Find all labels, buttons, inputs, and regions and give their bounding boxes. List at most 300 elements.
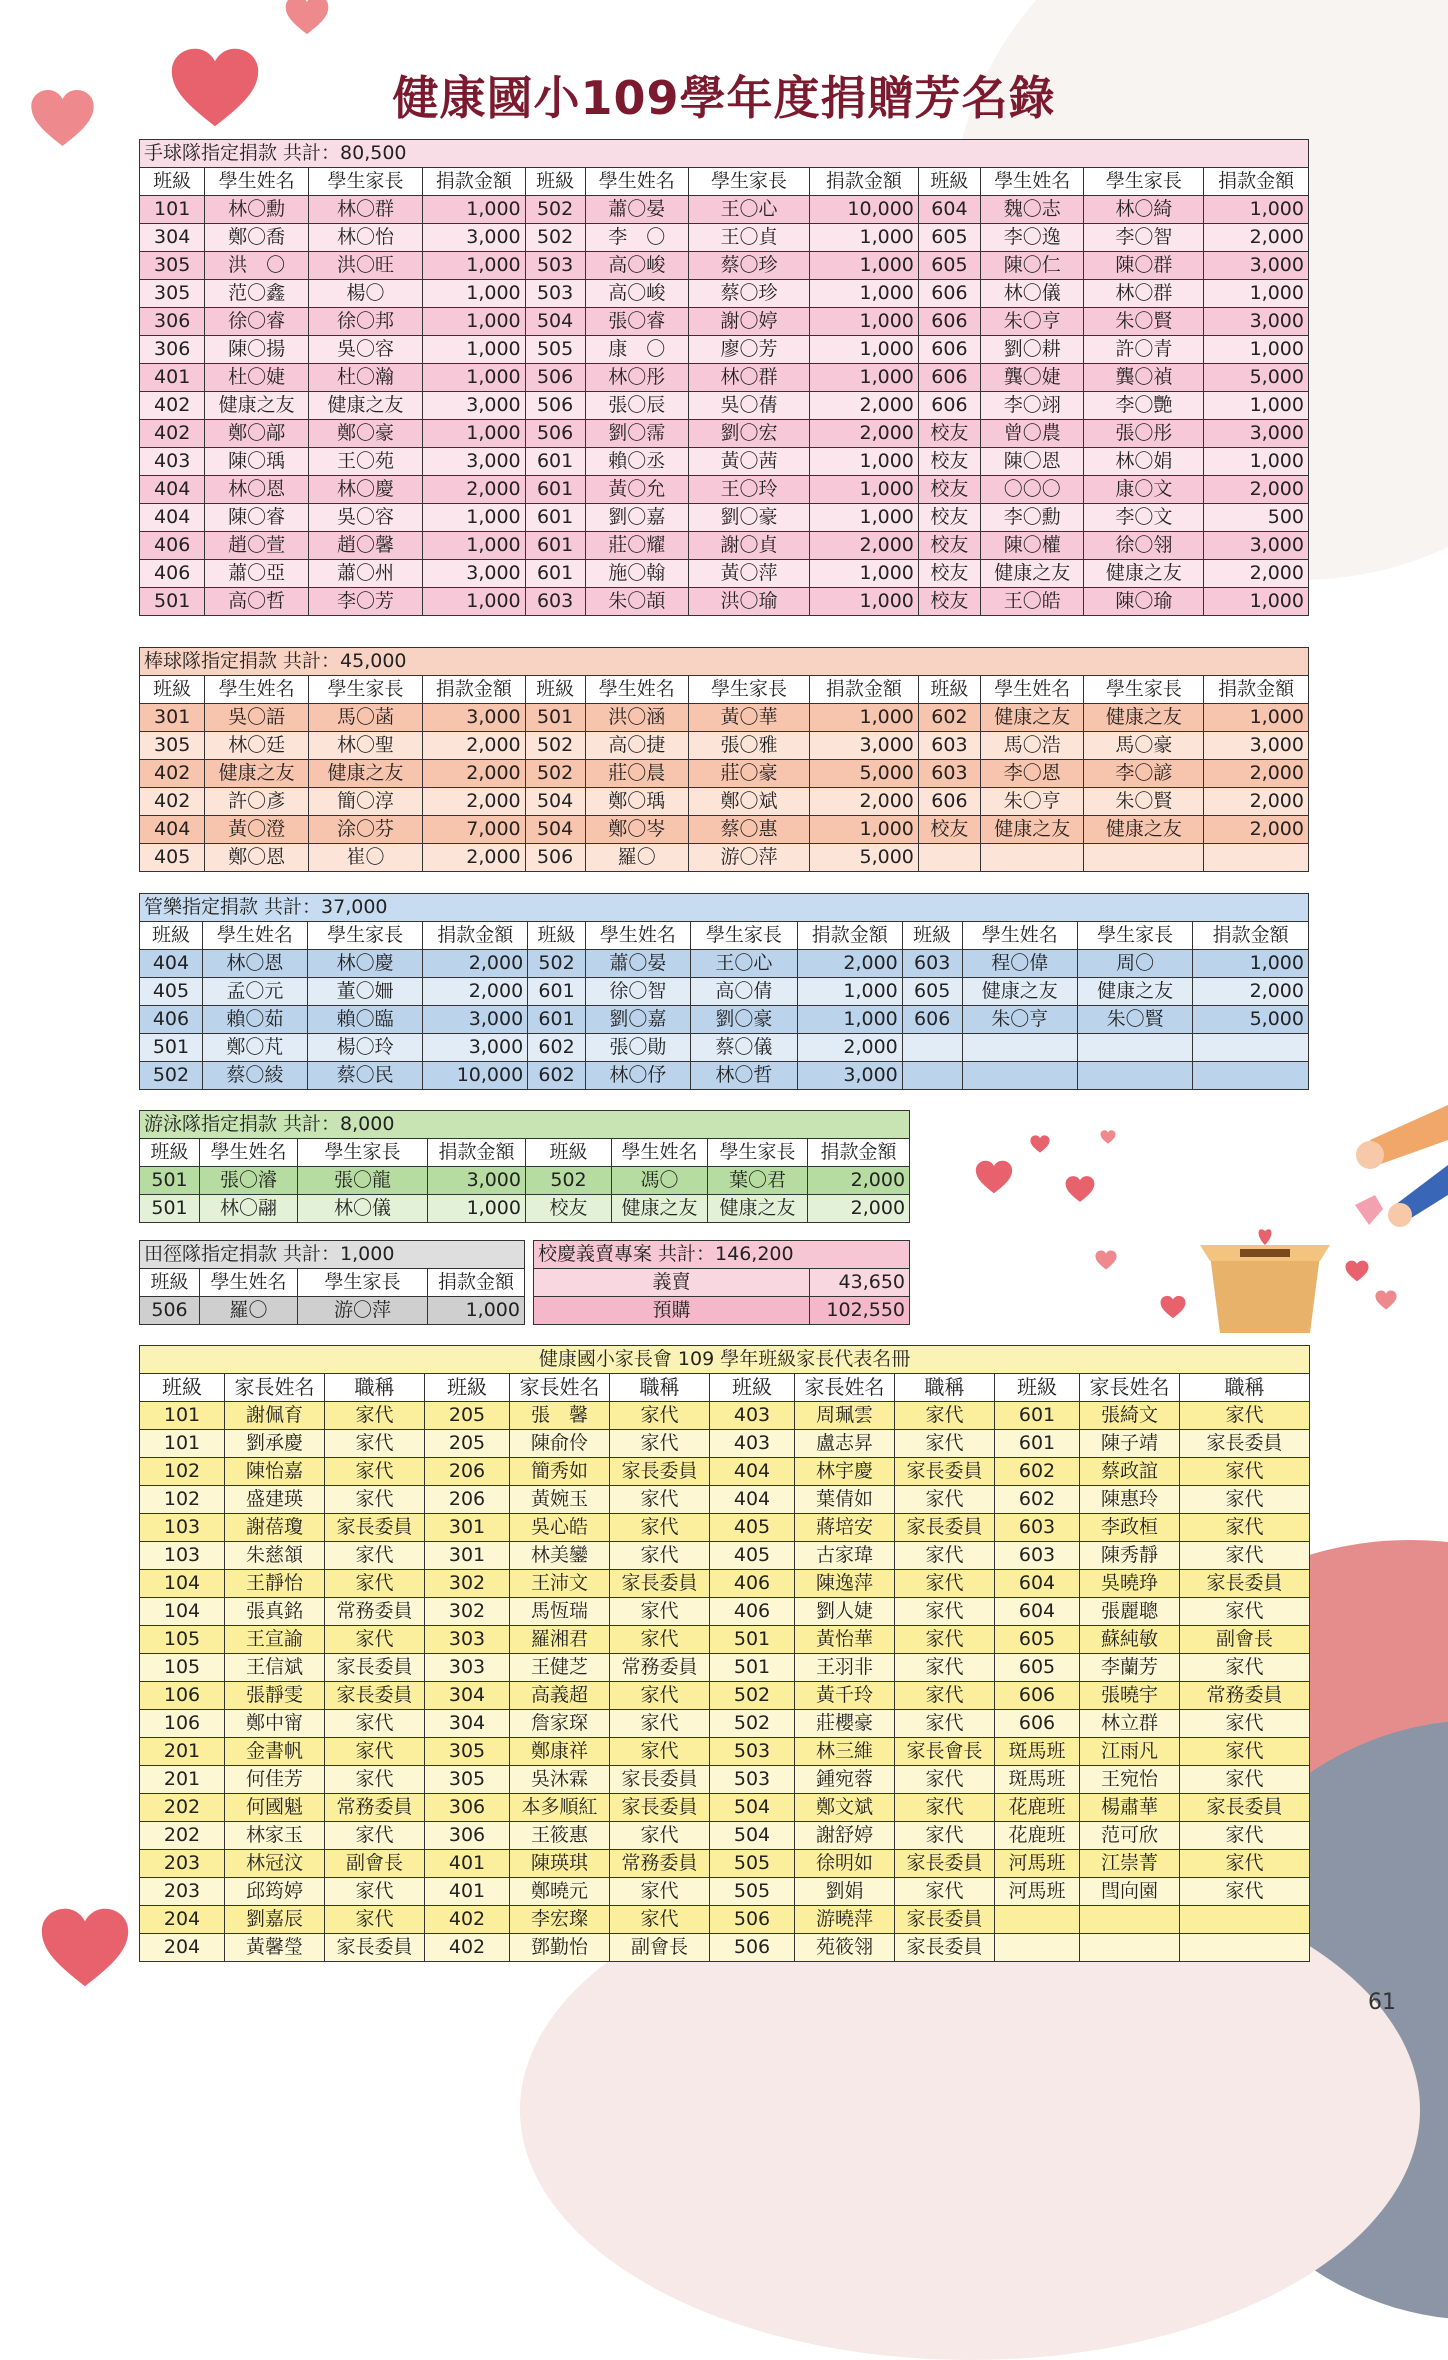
table-cell: 河馬班: [995, 1850, 1080, 1878]
table-cell: 龔〇禎: [1084, 364, 1204, 392]
table-cell: 504: [710, 1794, 795, 1822]
table-cell: 305: [425, 1738, 510, 1766]
table-cell: 405: [710, 1514, 795, 1542]
table-cell: 徐〇翎: [1084, 532, 1204, 560]
table-cell: 校友: [918, 532, 980, 560]
amount-cell: 5,000: [809, 844, 918, 872]
table-cell: 羅〇: [200, 1297, 298, 1325]
column-header: 班級: [425, 1374, 510, 1402]
table-cell: 蕭〇亞: [205, 560, 308, 588]
table-cell: 202: [140, 1794, 225, 1822]
table-cell: 106: [140, 1682, 225, 1710]
table-cell: 606: [918, 788, 980, 816]
table-cell: 〇〇〇: [980, 476, 1083, 504]
table-cell: 劉〇嘉: [585, 504, 688, 532]
table-cell: 401: [425, 1850, 510, 1878]
table-cell: 鍾宛蓉: [795, 1766, 895, 1794]
column-header: 學生姓名: [962, 922, 1077, 950]
table-cell: 504: [525, 816, 585, 844]
table-cell: 406: [140, 532, 205, 560]
amount-cell: 3,000: [1204, 532, 1309, 560]
table-cell: 家長委員: [610, 1766, 710, 1794]
table-cell: 陳〇恩: [980, 448, 1083, 476]
table-cell: 404: [140, 476, 205, 504]
amount-cell: 1,000: [809, 336, 918, 364]
table-cell: 605: [995, 1626, 1080, 1654]
table-row: [140, 1458, 1310, 1486]
table-cell: 103: [140, 1542, 225, 1570]
amount-cell: 10,000: [423, 1062, 528, 1090]
heart-icon: [975, 1160, 1013, 1194]
table-cell: 校友: [918, 816, 980, 844]
table-cell: 鄭〇豪: [308, 420, 422, 448]
table-cell: 馮〇: [612, 1167, 708, 1195]
table-cell: 602: [918, 704, 980, 732]
table-cell: 陳瑛琪: [510, 1850, 610, 1878]
table-cell: 盛建瑛: [225, 1486, 325, 1514]
table-cell: 馬恆瑞: [510, 1598, 610, 1626]
table-cell: [1084, 844, 1204, 872]
table-cell: 林〇勳: [205, 196, 308, 224]
table-cell: 王〇苑: [308, 448, 422, 476]
table-cell: 張〇龍: [298, 1167, 428, 1195]
table-cell: 501: [525, 704, 585, 732]
table-row: [140, 336, 1309, 364]
table-row: [140, 588, 1309, 616]
table-row: [140, 950, 1309, 978]
table-cell: 趙〇萱: [205, 532, 308, 560]
table-cell: 校友: [918, 448, 980, 476]
table-cell: 金書帆: [225, 1738, 325, 1766]
table-cell: 謝〇婷: [689, 308, 810, 336]
table-cell: 家長委員: [325, 1934, 425, 1962]
table-cell: 李〇翊: [980, 392, 1083, 420]
column-header: 學生家長: [689, 676, 810, 704]
table-cell: 馬〇菡: [308, 704, 422, 732]
table-row: [140, 1822, 1310, 1850]
table-row: [140, 1934, 1310, 1962]
table-row: [140, 1430, 1310, 1458]
table-cell: 蕭〇晏: [585, 950, 690, 978]
swim-donation-table: [139, 1110, 910, 1223]
table-cell: 503: [525, 280, 585, 308]
table-cell: 高〇峻: [585, 252, 688, 280]
table-cell: 葉倩如: [795, 1486, 895, 1514]
table-cell: 204: [140, 1906, 225, 1934]
table-cell: 家代: [1180, 1738, 1310, 1766]
amount-cell: 2,000: [423, 978, 528, 1006]
table-cell: 林〇慶: [307, 950, 422, 978]
table-cell: 健康之友: [1077, 978, 1192, 1006]
amount-cell: 2,000: [423, 476, 525, 504]
table-cell: 高〇峻: [585, 280, 688, 308]
amount-cell: 5,000: [809, 760, 918, 788]
table-row: [140, 308, 1309, 336]
table-cell: 606: [918, 364, 980, 392]
table-cell: 常務委員: [1180, 1682, 1310, 1710]
table-cell: 家長委員: [895, 1850, 995, 1878]
amount-cell: 1,000: [423, 196, 525, 224]
amount-cell: 3,000: [428, 1167, 526, 1195]
table-cell: 蕭〇晏: [585, 196, 688, 224]
table-cell: 陳怡嘉: [225, 1458, 325, 1486]
table-cell: 程〇偉: [962, 950, 1077, 978]
table-cell: 莊〇豪: [689, 760, 810, 788]
table-cell: 家代: [1180, 1710, 1310, 1738]
table-cell: 健康之友: [1084, 816, 1204, 844]
table-row: [140, 1542, 1310, 1570]
table-cell: 105: [140, 1626, 225, 1654]
table-cell: 家代: [895, 1654, 995, 1682]
table-cell: 102: [140, 1486, 225, 1514]
table-cell: 江雨凡: [1080, 1738, 1180, 1766]
amount-cell: 5,000: [1193, 1006, 1309, 1034]
table-cell: 家長委員: [325, 1682, 425, 1710]
table-cell: 家代: [895, 1542, 995, 1570]
amount-cell: 2,000: [1204, 560, 1309, 588]
table-cell: 杜〇婕: [205, 364, 308, 392]
table-row: [140, 1682, 1310, 1710]
amount-cell: 3,000: [809, 732, 918, 760]
amount-cell: 3,000: [1204, 308, 1309, 336]
table-cell: 603: [995, 1542, 1080, 1570]
table-row: [140, 1850, 1310, 1878]
table-row: [140, 476, 1309, 504]
table-cell: 506: [710, 1934, 795, 1962]
table-cell: 羅湘君: [510, 1626, 610, 1654]
table-cell: 家代: [895, 1430, 995, 1458]
table-cell: 家代: [610, 1486, 710, 1514]
table-cell: 405: [140, 978, 203, 1006]
table-cell: 604: [995, 1598, 1080, 1626]
table-cell: 家代: [895, 1570, 995, 1598]
track-donation-table: [139, 1240, 525, 1325]
column-header: 職稱: [325, 1374, 425, 1402]
track-caption: 田徑隊指定捐款 共計：1,000: [140, 1241, 525, 1269]
table-cell: 406: [140, 560, 205, 588]
table-cell: 502: [525, 732, 585, 760]
table-cell: 202: [140, 1822, 225, 1850]
table-cell: 101: [140, 196, 205, 224]
table-cell: 506: [140, 1297, 200, 1325]
table-cell: 趙〇馨: [308, 532, 422, 560]
column-header: 班級: [140, 676, 205, 704]
table-cell: 家長委員: [895, 1934, 995, 1962]
amount-cell: 2,000: [797, 950, 902, 978]
table-cell: 502: [710, 1710, 795, 1738]
amount-cell: 1,000: [428, 1195, 526, 1223]
table-cell: 李蘭芳: [1080, 1654, 1180, 1682]
amount-cell: 1,000: [423, 308, 525, 336]
column-header: 學生家長: [1084, 676, 1204, 704]
table-cell: 304: [425, 1682, 510, 1710]
table-cell: 莊〇晨: [585, 760, 688, 788]
table-cell: 盧志昇: [795, 1430, 895, 1458]
table-cell: 家代: [610, 1682, 710, 1710]
table-row: [140, 504, 1309, 532]
table-cell: 104: [140, 1598, 225, 1626]
table-cell: 501: [140, 588, 205, 616]
column-header: 捐款金額: [428, 1269, 525, 1297]
table-cell: 201: [140, 1766, 225, 1794]
table-cell: 鄭〇恩: [205, 844, 308, 872]
table-cell: 502: [140, 1062, 203, 1090]
amount-cell: 1,000: [797, 1006, 902, 1034]
table-cell: 張麗聰: [1080, 1598, 1180, 1626]
table-cell: 徐〇智: [585, 978, 690, 1006]
table-cell: 蕭〇州: [308, 560, 422, 588]
amount-cell: 1,000: [423, 336, 525, 364]
column-header: 班級: [140, 922, 203, 950]
table-cell: 606: [918, 392, 980, 420]
table-cell: 家代: [325, 1402, 425, 1430]
table-cell: 家代: [1180, 1458, 1310, 1486]
table-cell: 常務委員: [610, 1850, 710, 1878]
table-row: [140, 364, 1309, 392]
amount-cell: 1,000: [423, 280, 525, 308]
table-cell: 601: [528, 1006, 586, 1034]
table-cell: 601: [995, 1402, 1080, 1430]
table-cell: 楊肅華: [1080, 1794, 1180, 1822]
table-cell: 健康之友: [1084, 704, 1204, 732]
amount-cell: 3,000: [423, 704, 525, 732]
table-cell: 李〇智: [1084, 224, 1204, 252]
table-cell: 家長委員: [895, 1458, 995, 1486]
table-cell: 林〇怡: [308, 224, 422, 252]
table-cell: 蔡〇惠: [689, 816, 810, 844]
table-cell: 林美鑾: [510, 1542, 610, 1570]
table-cell: 高〇倩: [690, 978, 797, 1006]
table-cell: 涂〇芬: [308, 816, 422, 844]
column-header: 學生姓名: [980, 676, 1083, 704]
heart-icon: [1345, 1260, 1369, 1282]
table-cell: 校友: [918, 560, 980, 588]
table-cell: [980, 844, 1083, 872]
table-cell: 蘇純敏: [1080, 1626, 1180, 1654]
column-header: 學生姓名: [980, 168, 1083, 196]
column-header: 班級: [140, 1139, 200, 1167]
amount-cell: 5,000: [1204, 364, 1309, 392]
table-cell: 朱〇賢: [1077, 1006, 1192, 1034]
table-cell: 劉承慶: [225, 1430, 325, 1458]
amount-cell: 2,000: [1204, 224, 1309, 252]
table-cell: 王信斌: [225, 1654, 325, 1682]
table-cell: 家長委員: [610, 1794, 710, 1822]
table-row: [140, 252, 1309, 280]
table-cell: 502: [710, 1682, 795, 1710]
table-cell: 陳〇瑜: [1084, 588, 1204, 616]
table-row: [140, 1626, 1310, 1654]
table-cell: 601: [525, 504, 585, 532]
table-row: [140, 816, 1309, 844]
table-cell: [962, 1062, 1077, 1090]
table-cell: 健康之友: [962, 978, 1077, 1006]
table-cell: 家代: [1180, 1654, 1310, 1682]
column-header: 捐款金額: [809, 676, 918, 704]
table-cell: 402: [425, 1906, 510, 1934]
table-cell: 黃〇萍: [689, 560, 810, 588]
column-header: 學生姓名: [585, 922, 690, 950]
table-cell: 蔡〇民: [307, 1062, 422, 1090]
table-cell: 505: [525, 336, 585, 364]
amount-cell: 1,000: [809, 308, 918, 336]
table-cell: [918, 844, 980, 872]
table-row: [140, 1167, 910, 1195]
table-cell: 李〇恩: [980, 760, 1083, 788]
table-row: [140, 1598, 1310, 1626]
table-cell: 副會長: [610, 1934, 710, 1962]
table-cell: [1080, 1906, 1180, 1934]
amount-cell: 3,000: [797, 1062, 902, 1090]
column-header: 捐款金額: [423, 922, 528, 950]
table-cell: 張 馨: [510, 1402, 610, 1430]
column-header: 捐款金額: [423, 168, 525, 196]
table-cell: 張綺文: [1080, 1402, 1180, 1430]
table-cell: 402: [140, 760, 205, 788]
table-cell: 404: [710, 1486, 795, 1514]
table-cell: 家代: [325, 1710, 425, 1738]
table-cell: 黃〇茜: [689, 448, 810, 476]
table-cell: 林〇哲: [690, 1062, 797, 1090]
table-cell: 斑馬班: [995, 1766, 1080, 1794]
amount-cell: 2,000: [809, 532, 918, 560]
table-cell: 304: [140, 224, 205, 252]
table-cell: 402: [140, 420, 205, 448]
amount-cell: 1,000: [423, 364, 525, 392]
column-header: 班級: [918, 676, 980, 704]
amount-cell: 3,000: [423, 1006, 528, 1034]
table-cell: 101: [140, 1430, 225, 1458]
table-row: [140, 560, 1309, 588]
table-cell: 506: [525, 364, 585, 392]
table-cell: 林立群: [1080, 1710, 1180, 1738]
table-cell: 106: [140, 1710, 225, 1738]
table-cell: 常務委員: [325, 1598, 425, 1626]
table-cell: 張〇辰: [585, 392, 688, 420]
table-row: [140, 760, 1309, 788]
table-cell: 家代: [325, 1822, 425, 1850]
amount-cell: 1,000: [423, 532, 525, 560]
table-cell: 黃馨瑩: [225, 1934, 325, 1962]
amount-cell: 1,000: [1204, 196, 1309, 224]
table-cell: 吳沐霖: [510, 1766, 610, 1794]
header-row: [140, 922, 1309, 950]
amount-cell: 1,000: [809, 252, 918, 280]
table-cell: 家代: [610, 1402, 710, 1430]
table-cell: 家代: [610, 1626, 710, 1654]
table-cell: 105: [140, 1654, 225, 1682]
table-cell: 蔡〇珍: [689, 252, 810, 280]
table-cell: 501: [140, 1167, 200, 1195]
table-cell: 506: [525, 392, 585, 420]
table-row: [140, 1062, 1309, 1090]
table-cell: 劉〇豪: [690, 1006, 797, 1034]
table-cell: 林〇彤: [585, 364, 688, 392]
table-cell: 家代: [1180, 1598, 1310, 1626]
table-cell: 李 〇: [585, 224, 688, 252]
amount-cell: 1,000: [1204, 704, 1309, 732]
table-cell: 501: [710, 1654, 795, 1682]
table-cell: 203: [140, 1850, 225, 1878]
table-cell: 鄭〇斌: [689, 788, 810, 816]
table-cell: 506: [710, 1906, 795, 1934]
table-cell: 校友: [526, 1195, 612, 1223]
table-cell: 404: [140, 816, 205, 844]
heart-icon: [1095, 1250, 1117, 1270]
column-header: 職稱: [895, 1374, 995, 1402]
table-cell: 403: [710, 1402, 795, 1430]
table-cell: 林〇慶: [308, 476, 422, 504]
table-cell: 406: [710, 1598, 795, 1626]
table-cell: 葉〇君: [708, 1167, 808, 1195]
table-cell: 家代: [895, 1822, 995, 1850]
table-cell: 健康之友: [980, 560, 1083, 588]
table-cell: 朱〇亨: [962, 1006, 1077, 1034]
table-cell: 陳惠玲: [1080, 1486, 1180, 1514]
table-cell: 許〇彥: [205, 788, 308, 816]
table-cell: 馬〇豪: [1084, 732, 1204, 760]
table-cell: 205: [425, 1402, 510, 1430]
table-cell: 405: [140, 844, 205, 872]
table-cell: 河馬班: [995, 1878, 1080, 1906]
table-cell: 家代: [610, 1822, 710, 1850]
amount-cell: 1,000: [809, 448, 918, 476]
table-cell: [1080, 1934, 1180, 1962]
table-cell: 孟〇元: [202, 978, 307, 1006]
table-cell: 林三維: [795, 1738, 895, 1766]
column-header: 家長姓名: [795, 1374, 895, 1402]
table-cell: 家代: [1180, 1486, 1310, 1514]
amount-cell: 1,000: [797, 978, 902, 1006]
table-cell: 家代: [610, 1738, 710, 1766]
table-cell: 校友: [918, 420, 980, 448]
table-cell: 鄭曉元: [510, 1878, 610, 1906]
table-cell: 家代: [325, 1570, 425, 1598]
amount-cell: 3,000: [1204, 420, 1309, 448]
column-header: 學生家長: [690, 922, 797, 950]
table-row: [534, 1269, 910, 1297]
amount-cell: 2,000: [1204, 816, 1309, 844]
table-cell: 鄭〇喬: [205, 224, 308, 252]
table-cell: 301: [140, 704, 205, 732]
table-cell: 501: [140, 1195, 200, 1223]
table-cell: 王健芝: [510, 1654, 610, 1682]
table-cell: 苑筱翎: [795, 1934, 895, 1962]
table-cell: 602: [995, 1458, 1080, 1486]
table-row: [140, 280, 1309, 308]
amount-cell: 43,650: [810, 1269, 910, 1297]
table-cell: 張〇勛: [585, 1034, 690, 1062]
table-cell: 張〇睿: [585, 308, 688, 336]
table-row: [140, 1514, 1310, 1542]
table-cell: 蔡〇珍: [689, 280, 810, 308]
table-cell: 家代: [1180, 1542, 1310, 1570]
baseball-caption: 棒球隊指定捐款 共計：45,000: [140, 648, 1309, 676]
table-cell: 家代: [610, 1710, 710, 1738]
table-cell: 林宇慶: [795, 1458, 895, 1486]
table-cell: 603: [525, 588, 585, 616]
amount-cell: 1,000: [428, 1297, 525, 1325]
table-cell: 詹家琛: [510, 1710, 610, 1738]
amount-cell: 2,000: [808, 1167, 910, 1195]
table-row: [140, 532, 1309, 560]
table-cell: 校友: [918, 476, 980, 504]
handball-donation-table: [139, 139, 1309, 616]
column-header: 捐款金額: [428, 1139, 526, 1167]
table-cell: 王靜怡: [225, 1570, 325, 1598]
table-cell: 陳〇仁: [980, 252, 1083, 280]
table-cell: 606: [995, 1682, 1080, 1710]
